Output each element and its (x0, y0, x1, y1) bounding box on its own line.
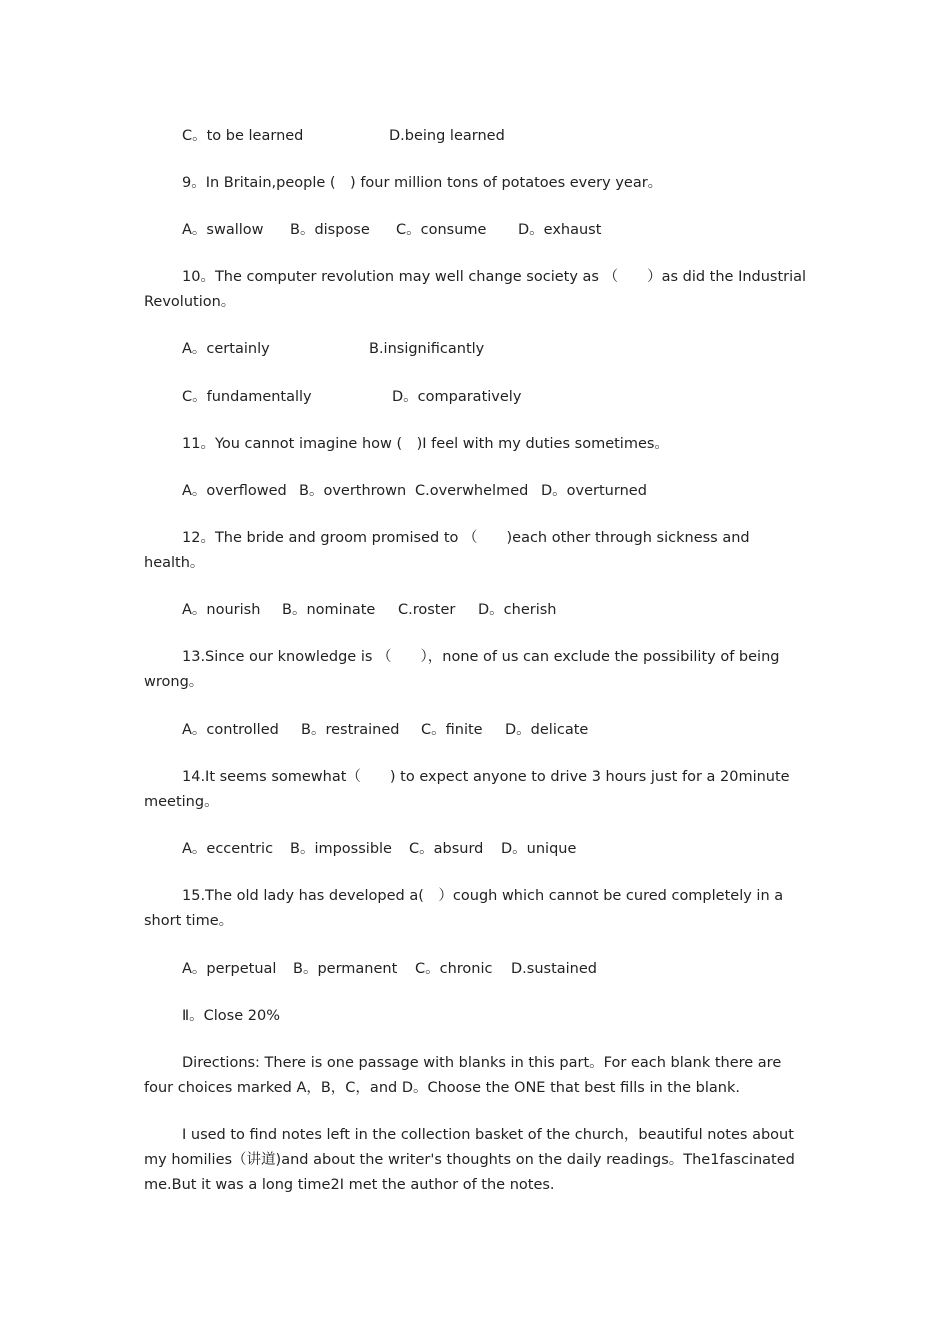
q15-option-a: A。perpetual (182, 961, 277, 977)
directions-paragraph: Directions: There is one passage with blanks in this part。For each blank there are four choices marked A，B，C，and D。Choose the ONE that best fills in the blank. (144, 1055, 786, 1096)
q8-option-d: D.being learned (389, 128, 505, 144)
q13-stem: 13.Since our knowledge is （ ），none of us can exclude the possibility of being wrong。 (144, 649, 785, 690)
q9-option-c: C。consume (396, 222, 487, 238)
section-heading: Ⅱ。Close 20% (182, 1008, 280, 1024)
q14-option-d: D。unique (501, 841, 577, 857)
q8-option-c: C。to be learned (182, 128, 304, 144)
q12-stem: 12。The bride and groom promised to （ )each other through sickness and health。 (144, 530, 755, 571)
q15-option-b: B。permanent (293, 961, 398, 977)
q9-option-b: B。dispose (290, 222, 370, 238)
q9-stem: 9。In Britain,people ( ) four million tons of potatoes every year。 (182, 175, 663, 191)
q10-option-c: C。fundamentally (182, 389, 312, 405)
q14-option-a: A。eccentric (182, 841, 274, 857)
q11-option-a: A。overflowed (182, 483, 287, 499)
passage-paragraph: I used to find notes left in the collection basket of the church，beautiful notes about my homilies（讲道)and about the writer's thoughts on the daily readings。The1fascinated me.But it was a long time2I met the author of the notes. (144, 1127, 800, 1193)
q12-option-c: C.roster (398, 602, 456, 618)
q9-option-d: D。exhaust (518, 222, 602, 238)
q12-option-a: A。nourish (182, 602, 261, 618)
q11-option-c: C.overwhelmed (415, 483, 529, 499)
q9-option-a: A。swallow (182, 222, 264, 238)
q10-option-a: A。certainly (182, 341, 270, 357)
q14-stem: 14.It seems somewhat（ ) to expect anyone to drive 3 hours just for a 20minute meeting。 (144, 769, 795, 810)
q14-option-c: C。absurd (409, 841, 484, 857)
q14-option-b: B。impossible (290, 841, 392, 857)
q12-option-b: B。nominate (282, 602, 376, 618)
q13-option-d: D。delicate (505, 722, 589, 738)
q11-stem: 11。You cannot imagine how ( )I feel with my duties sometimes。 (182, 436, 669, 452)
q13-option-b: B。restrained (301, 722, 400, 738)
q11-option-b: B。overthrown (299, 483, 407, 499)
q10-option-d: D。comparatively (392, 389, 522, 405)
q13-option-a: A。controlled (182, 722, 279, 738)
q10-option-b: B.insignificantly (369, 341, 485, 357)
q10-stem: 10。The computer revolution may well change society as （ ）as did the Industrial Revolution。 (144, 269, 811, 310)
q15-stem: 15.The old lady has developed a( ）cough which cannot be cured completely in a short time。 (144, 888, 788, 929)
q11-option-d: D。overturned (541, 483, 647, 499)
q12-option-d: D。cherish (478, 602, 557, 618)
q13-option-c: C。finite (421, 722, 483, 738)
q15-option-c: C。chronic (415, 961, 493, 977)
q15-option-d: D.sustained (511, 961, 597, 977)
